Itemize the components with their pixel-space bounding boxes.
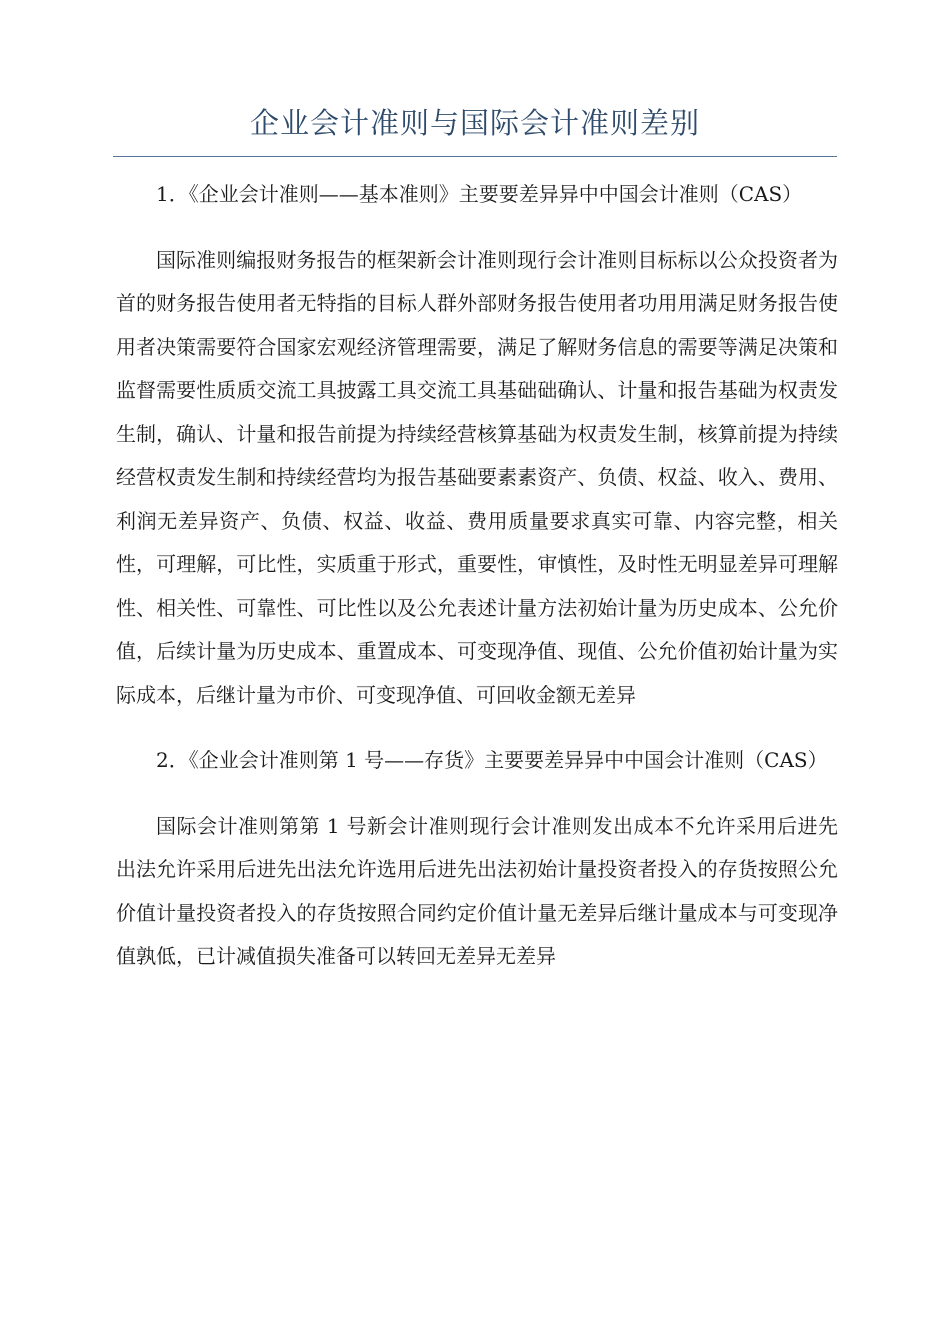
title-divider [113,156,837,157]
section-2-heading: 2．《企业会计准则第 1 号——存货》主要要差异异中中国会计准则（CAS） [156,748,828,772]
document-title: 企业会计准则与国际会计准则差别 [249,106,700,140]
document-body [116,173,838,1001]
section-1-paragraph: 国际准则编报财务报告的框架新会计准则现行会计准则目标标以公众投资者为首的财务报告使用者无特指的目标人群外部财务报告使用者功用用满足财务报告使用者决策需要符合国家宏观经济管理需要，满足了解财务信息的需要等满足决策和监督需要性质质交流工具披露工具交流工具基础础确认、计量和报告基础为权责发生制，确认、计量和报告前提为持续经营核算基础为权责发生制，核算前提为持续经营权责发生制和持续经营均为报告基础要素素资产、负债、权益、收入、费用、利润无差异资产、负债、权益、收益、费用质量要求真实可靠、内容完整，相关性，可理解，可比性，实质重于形式，重要性，审慎性，及时性无明显差异可理解性、相关性、可靠性、可比性以及公允表述计量方法初始计量为历史成本、公允价值，后续计量为历史成本、重置成本、可变现净值、现值、公允价值初始计量为实际成本，后继计量为市价、可变现净值、可回收金额无差异 [116,247,838,707]
section-1-heading: 1．《企业会计准则——基本准则》主要要差异异中中国会计准则（CAS） [156,182,803,206]
section-2-paragraph: 国际会计准则第第 1 号新会计准则现行会计准则发出成本不允许采用后进先出法允许采用后进先出法允许选用后进先出法初始计量投资者投入的存货按照公允价值计量投资者投入的存货按照合同约定价值计量无差异后继计量成本与可变现净值孰低，已计减值损失准备可以转回无差异无差异 [116,813,838,968]
